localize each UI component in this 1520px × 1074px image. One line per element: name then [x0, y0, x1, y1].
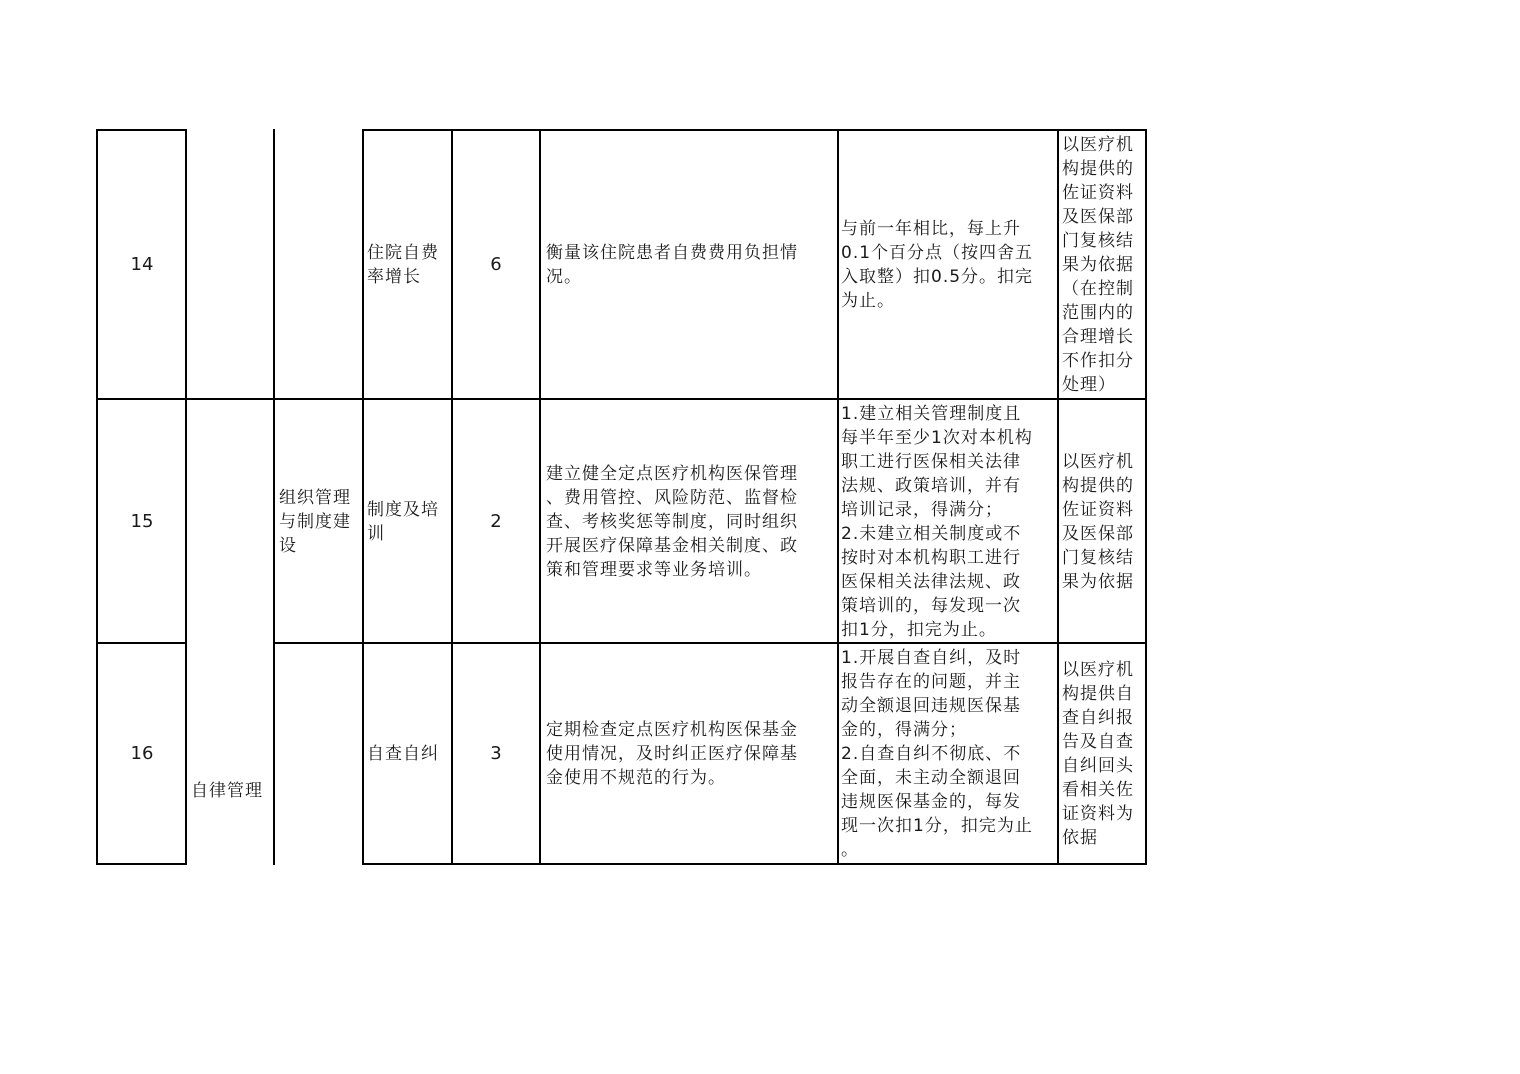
row-16-score: 3: [490, 742, 502, 764]
grid-line: [362, 129, 1147, 131]
row-15-item: 制度及培 训: [367, 499, 439, 544]
grid-line: [1145, 129, 1147, 865]
grid-line: [451, 129, 453, 865]
row-14-standard: 与前一年相比，每上升 0.1个百分点（按四舍五 入取整）扣0.5分。扣完 为止。: [841, 219, 1034, 311]
grid-line: [96, 129, 98, 865]
category-cell: 自律管理: [191, 781, 263, 801]
grid-line: [273, 129, 275, 865]
row-15-score: 2: [490, 510, 502, 532]
grid-line: [362, 863, 1147, 865]
row-15-index: 15: [130, 510, 154, 532]
row-15-sub-category: 组织管理 与制度建 设: [279, 487, 351, 556]
row-14-score: 6: [490, 254, 502, 275]
row-16-index: 16: [130, 742, 154, 764]
grid-line: [539, 129, 541, 865]
row-14-index: 14: [130, 254, 154, 275]
row-15-basis: 以医疗机 构提供的 佐证资料 及医保部 门复核结 果为依据: [1062, 451, 1134, 592]
grid-line: [273, 642, 1147, 644]
row-15-standard: 1.建立相关管理制度且 每半年至少1次对本机构 职工进行医保相关法律 法规、政策培训，并有 培训记录，得满分； 2.未建立相关制度或不 按时对本机构职工进行 医保相关法律法规、政 策培训的，每发现一次 扣1分，扣完为止。: [841, 403, 1033, 640]
row-14-basis: 以医疗机 构提供的 佐证资料 及医保部 门复核结 果为依据 （在控制 范围内的 合理增长 不作扣分 处理）: [1062, 135, 1134, 395]
grid-line: [96, 398, 1147, 400]
row-14-item: 住院自费 率增长: [367, 243, 439, 287]
row-15-content: 建立健全定点医疗机构医保管理 、费用管控、风险防范、监督检 查、考核奖惩等制度，同时组织 开展医疗保障基金相关制度、政 策和管理要求等业务培训。: [546, 463, 798, 580]
row-14-content: 衡量该住院患者自费费用负担情 况。: [546, 243, 798, 287]
row-16-basis: 以医疗机 构提供自 查自纠报 告及自查 自纠回头 看相关佐 证资料为 依据: [1062, 659, 1134, 848]
row-16-content: 定期检查定点医疗机构医保基金 使用情况，及时纠正医疗保障基 金使用不规范的行为。: [546, 719, 798, 788]
grid-line: [185, 129, 187, 865]
grid-line: [362, 129, 364, 865]
row-16-item: 自查自纠: [367, 743, 439, 764]
grid-line: [96, 863, 187, 865]
grid-line: [837, 129, 839, 865]
grid-line: [1057, 129, 1059, 865]
row-16-standard: 1.开展自查自纠，及时 报告存在的问题，并主 动全额退回违规医保基 金的，得满分； 2.自查自纠不彻底、不 全面，未主动全额退回 违规医保基金的，每发 现一次扣1分，扣完为止 。: [841, 647, 1033, 860]
grid-line: [96, 642, 187, 644]
grid-line: [96, 129, 187, 131]
